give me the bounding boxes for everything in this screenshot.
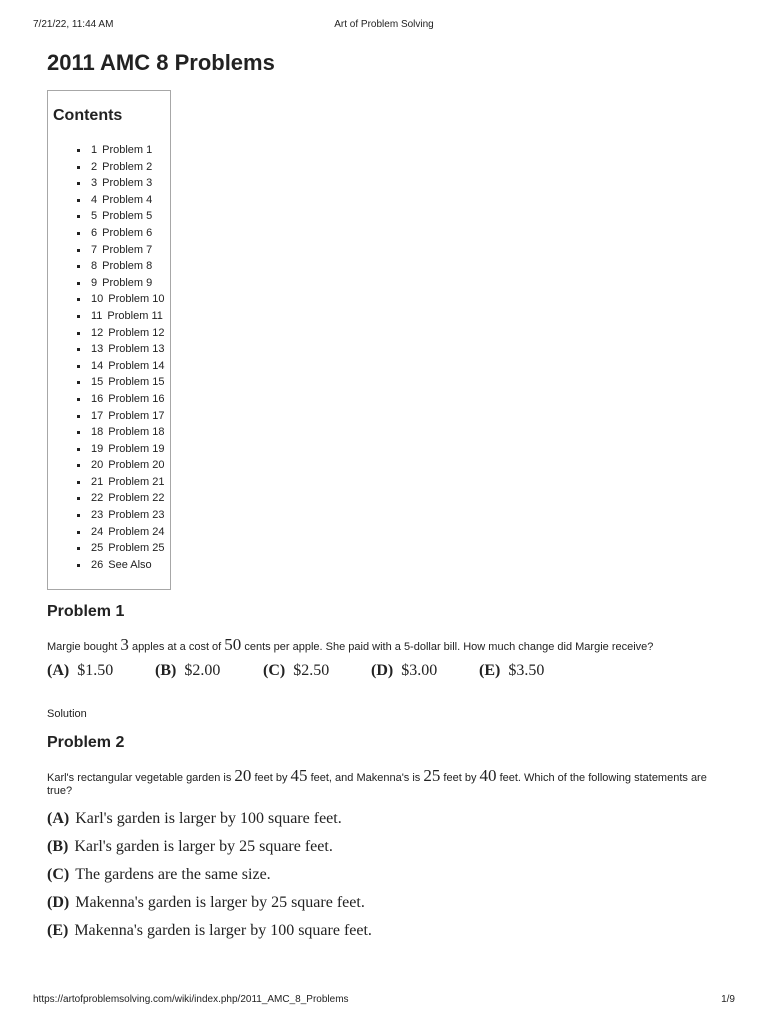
toc-item-label: Problem 20 — [108, 459, 165, 472]
toc-item-number: 9 — [91, 276, 98, 289]
answer-choice — [155, 662, 263, 680]
toc-item-label: Problem 8 — [102, 260, 153, 273]
table-of-contents — [47, 90, 171, 590]
toc-item[interactable] — [48, 175, 165, 192]
choice-letter: (A) — [47, 662, 70, 679]
toc-item-label: Problem 5 — [102, 210, 153, 223]
toc-item-label: Problem 12 — [108, 326, 165, 339]
toc-item-label: Problem 24 — [108, 525, 165, 538]
toc-item[interactable] — [48, 391, 165, 408]
choice-value: $3.00 — [401, 662, 438, 679]
toc-item-label: Problem 17 — [108, 409, 165, 422]
toc-item-number: 25 — [91, 542, 104, 555]
toc-item-number: 8 — [91, 260, 98, 273]
answer-choice — [47, 892, 372, 920]
toc-item-label: Problem 16 — [108, 392, 165, 405]
print-date: 7/21/22, 11:44 AM — [33, 19, 114, 30]
toc-item-number: 7 — [91, 243, 98, 256]
choice-value: $2.50 — [293, 662, 330, 679]
toc-item[interactable] — [48, 408, 165, 425]
choice-text: The gardens are the same size. — [75, 866, 271, 883]
page-number: 1/9 — [721, 994, 735, 1005]
toc-item-number: 2 — [91, 160, 98, 173]
toc-item-number: 24 — [91, 525, 104, 538]
toc-item[interactable] — [48, 341, 165, 358]
toc-item-label: Problem 21 — [108, 475, 165, 488]
choice-text: Karl's garden is larger by 25 square feet. — [74, 838, 333, 855]
choice-value: $1.50 — [77, 662, 114, 679]
toc-item-label: Problem 4 — [102, 193, 153, 206]
toc-item[interactable] — [48, 308, 165, 325]
choice-letter: (E) — [479, 662, 501, 679]
toc-item-label: Problem 25 — [108, 542, 165, 555]
toc-item[interactable] — [48, 208, 165, 225]
toc-item[interactable] — [48, 258, 165, 275]
toc-item-label: See Also — [108, 558, 152, 571]
toc-item-label: Problem 9 — [102, 276, 153, 289]
toc-title: Contents — [53, 107, 123, 124]
answer-choice — [371, 662, 479, 680]
answer-choice — [47, 836, 372, 864]
toc-item-label: Problem 22 — [108, 492, 165, 505]
toc-item[interactable] — [48, 291, 165, 308]
page-title: 2011 AMC 8 Problems — [47, 50, 275, 75]
toc-item-label: Problem 11 — [107, 309, 163, 322]
toc-item[interactable] — [48, 457, 165, 474]
answer-choice — [47, 662, 155, 680]
choice-letter: (D) — [47, 894, 70, 911]
toc-item[interactable] — [48, 192, 165, 209]
toc-item-number: 26 — [91, 558, 104, 571]
choice-value: $3.50 — [508, 662, 545, 679]
toc-item[interactable] — [48, 557, 165, 574]
toc-item[interactable] — [48, 159, 165, 176]
problem-1-text: Margie bought 3 apples at a cost of 50 cents per apple. She paid with a 5-dollar bill. How much change did Margie receive? — [47, 635, 654, 654]
toc-item[interactable] — [48, 441, 165, 458]
toc-item[interactable] — [48, 424, 165, 441]
answer-choice — [479, 662, 587, 680]
toc-item-number: 10 — [91, 293, 104, 306]
choice-letter: (C) — [263, 662, 286, 679]
toc-item-label: Problem 13 — [108, 343, 165, 356]
toc-item-number: 17 — [91, 409, 104, 422]
toc-item[interactable] — [48, 242, 165, 259]
toc-item-number: 5 — [91, 210, 98, 223]
problem-1-heading: Problem 1 — [47, 603, 125, 620]
toc-item[interactable] — [48, 507, 165, 524]
answer-choice — [47, 808, 372, 836]
toc-item-number: 14 — [91, 359, 104, 372]
toc-item[interactable] — [48, 540, 165, 557]
toc-item-number: 20 — [91, 459, 104, 472]
problem-2-heading: Problem 2 — [47, 734, 125, 751]
answer-choice — [47, 920, 372, 948]
toc-item-label: Problem 3 — [102, 177, 153, 190]
toc-item-label: Problem 7 — [102, 243, 153, 256]
problem-2-text: Karl's rectangular vegetable garden is 20 feet by 45 feet, and Makenna's is 25 feet by 40 feet. Which of the following statements are true? — [47, 766, 707, 797]
choice-letter: (D) — [371, 662, 394, 679]
problem-1-choices — [47, 662, 587, 680]
toc-item[interactable] — [48, 358, 165, 375]
toc-item-label: Problem 19 — [108, 442, 165, 455]
choice-letter: (B) — [47, 838, 69, 855]
toc-item[interactable] — [48, 474, 165, 491]
choice-value: $2.00 — [184, 662, 221, 679]
toc-item-number: 23 — [91, 509, 104, 522]
toc-item[interactable] — [48, 374, 165, 391]
toc-item[interactable] — [48, 225, 165, 242]
choice-text: Karl's garden is larger by 100 square feet. — [75, 810, 342, 827]
choice-letter: (B) — [155, 662, 177, 679]
toc-item-label: Problem 6 — [102, 226, 153, 239]
toc-item-number: 18 — [91, 426, 104, 439]
toc-item-number: 22 — [91, 492, 104, 505]
toc-item-number: 21 — [91, 475, 104, 488]
choice-letter: (A) — [47, 810, 70, 827]
toc-item-label: Problem 15 — [108, 376, 165, 389]
answer-choice — [263, 662, 371, 680]
toc-item-number: 3 — [91, 177, 98, 190]
print-url: https://artofproblemsolving.com/wiki/index.php/2011_AMC_8_Problems — [33, 994, 349, 1005]
toc-item-label: Problem 23 — [108, 509, 165, 522]
solution-link[interactable]: Solution — [47, 708, 87, 720]
toc-item[interactable] — [48, 325, 165, 342]
choice-letter: (C) — [47, 866, 70, 883]
print-page-title: Art of Problem Solving — [334, 19, 434, 30]
toc-item-label: Problem 18 — [108, 426, 165, 439]
toc-item-number: 12 — [91, 326, 104, 339]
toc-item-number: 13 — [91, 343, 104, 356]
toc-item-number: 6 — [91, 226, 98, 239]
toc-item-number: 4 — [91, 193, 98, 206]
toc-item-label: Problem 14 — [108, 359, 165, 372]
choice-text: Makenna's garden is larger by 100 square feet. — [74, 922, 372, 939]
toc-item[interactable] — [48, 490, 165, 507]
problem-2-choices — [47, 808, 372, 948]
toc-item-number: 16 — [91, 392, 104, 405]
toc-item[interactable] — [48, 275, 165, 292]
toc-item[interactable] — [48, 524, 165, 541]
toc-item-label: Problem 10 — [108, 293, 165, 306]
toc-item-number: 15 — [91, 376, 104, 389]
toc-item-number: 19 — [91, 442, 104, 455]
choice-text: Makenna's garden is larger by 25 square feet. — [75, 894, 365, 911]
toc-list — [48, 142, 165, 573]
toc-item-label: Problem 2 — [102, 160, 153, 173]
toc-item-number: 1 — [91, 144, 98, 156]
toc-item-number: 11 — [91, 309, 103, 322]
toc-item-label: Problem 1 — [102, 144, 153, 156]
answer-choice — [47, 864, 372, 892]
toc-item[interactable] — [48, 142, 165, 159]
choice-letter: (E) — [47, 922, 69, 939]
